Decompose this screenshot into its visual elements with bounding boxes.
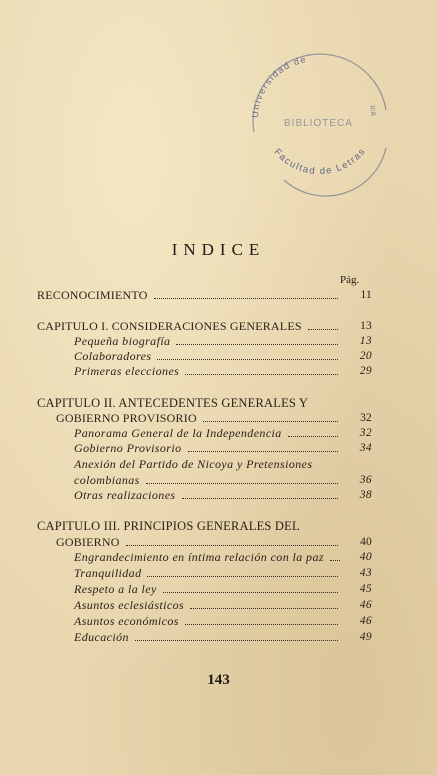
toc-entry-page: 11 xyxy=(360,289,372,301)
toc-entry-anexion xyxy=(74,473,372,487)
toc-chapter-2 xyxy=(56,411,372,425)
dot-leader xyxy=(288,435,338,437)
dot-leader xyxy=(185,373,338,375)
toc-entry-asuntos-economicos xyxy=(74,614,372,628)
toc-entry-tranquilidad xyxy=(74,566,372,580)
library-stamp xyxy=(236,40,396,200)
toc-entry-text: Colaboradores xyxy=(74,349,152,363)
toc-entry-text: Asuntos eclesiásticos xyxy=(74,598,185,612)
toc-entry-text: Engrandecimiento en íntima relación con la paz xyxy=(74,550,324,564)
toc-entry-page: 32 xyxy=(360,412,372,424)
dot-leader xyxy=(308,328,338,330)
dot-leader xyxy=(146,482,338,484)
toc-entry-primeras-elecciones xyxy=(74,364,372,378)
toc-entry-text: Respeto a la ley xyxy=(74,582,157,596)
toc-chapter-2-line1: CAPITULO II. ANTECEDENTES GENERALES Y xyxy=(37,396,309,410)
toc-entry-text: GOBIERNO PROVISORIO xyxy=(56,411,197,425)
svg-text:Universidad de xyxy=(250,54,308,118)
toc-entry-text: Otras realizaciones xyxy=(74,488,176,502)
toc-entry-page: 40 xyxy=(360,536,372,548)
page-column-label: Pág. xyxy=(340,274,360,286)
toc-chapter-1 xyxy=(37,319,372,333)
dot-leader xyxy=(126,544,338,546)
index-heading: INDICE xyxy=(171,240,266,259)
dot-leader xyxy=(182,497,339,499)
toc-entry-text: Tranquilidad xyxy=(74,566,142,580)
toc-entry-page: 43 xyxy=(359,567,372,579)
toc-entry-page: 29 xyxy=(359,365,372,377)
toc-entry-gobierno-provisorio xyxy=(74,441,372,455)
toc-entry-pequena-biografia xyxy=(74,334,372,348)
toc-entry-text: Primeras elecciones xyxy=(74,364,180,378)
dot-leader xyxy=(154,297,338,299)
dot-leader xyxy=(135,639,338,641)
stamp-top-text: Universidad de xyxy=(249,54,308,119)
toc-entry-anexion-line1: Anexión del Partido de Nicoya y Pretensiones xyxy=(74,457,313,471)
dot-leader xyxy=(176,343,338,345)
toc-entry-educacion xyxy=(74,630,372,644)
toc-entry-page: 36 xyxy=(359,474,372,486)
dot-leader xyxy=(190,607,338,609)
toc-entry-reconocimiento xyxy=(37,288,372,302)
toc-entry-text: CAPITULO I. CONSIDERACIONES GENERALES xyxy=(37,319,302,333)
dot-leader xyxy=(330,559,340,561)
toc-entry-panorama-general xyxy=(74,426,372,440)
page-number: 143 xyxy=(207,672,230,688)
toc-entry-colaboradores xyxy=(74,349,372,363)
toc-entry-page: 40 xyxy=(359,551,372,563)
toc-entry-text: GOBIERNO xyxy=(56,535,120,549)
toc-entry-page: 46 xyxy=(359,615,372,627)
toc-entry-page: 38 xyxy=(359,489,372,501)
dot-leader xyxy=(185,623,338,625)
toc-entry-page: 32 xyxy=(359,427,372,439)
toc-entry-asuntos-eclesiasticos xyxy=(74,598,372,612)
toc-chapter-3 xyxy=(56,535,372,549)
toc-entry-text: Educación xyxy=(74,630,129,644)
toc-entry-text: RECONOCIMIENTO xyxy=(37,288,148,302)
toc-entry-text: Asuntos económicos xyxy=(74,614,179,628)
toc-entry-page: 45 xyxy=(359,583,372,595)
svg-text:Facultad de Letras xyxy=(272,146,369,177)
dot-leader xyxy=(157,358,338,360)
dot-leader xyxy=(188,450,339,452)
toc-entry-text: Pequeña biografía xyxy=(74,334,171,348)
toc-entry-page: 13 xyxy=(359,335,372,347)
toc-entry-text: Panorama General de la Independencia xyxy=(74,426,282,440)
toc-entry-text: Gobierno Provisorio xyxy=(74,441,182,455)
toc-entry-otras-realizaciones xyxy=(74,488,372,502)
dot-leader xyxy=(163,591,338,593)
dot-leader xyxy=(147,575,338,577)
toc-entry-page: 49 xyxy=(359,631,372,643)
toc-entry-text: colombianas xyxy=(74,473,140,487)
toc-entry-page: 13 xyxy=(360,320,372,332)
toc-chapter-3-line1: CAPITULO III. PRINCIPIOS GENERALES DEL xyxy=(37,519,300,533)
toc-entry-page: 46 xyxy=(359,599,372,611)
stamp-side-text: ica xyxy=(368,104,379,117)
toc-entry-page: 34 xyxy=(359,442,372,454)
stamp-center-text: BIBLIOTECA xyxy=(284,118,353,129)
dot-leader xyxy=(203,420,338,422)
toc-entry-respeto-ley xyxy=(74,582,372,596)
stamp-bottom-text: Facultad de Letras xyxy=(271,145,369,178)
toc-entry-engrandecimiento xyxy=(74,550,372,564)
toc-entry-page: 20 xyxy=(359,350,372,362)
